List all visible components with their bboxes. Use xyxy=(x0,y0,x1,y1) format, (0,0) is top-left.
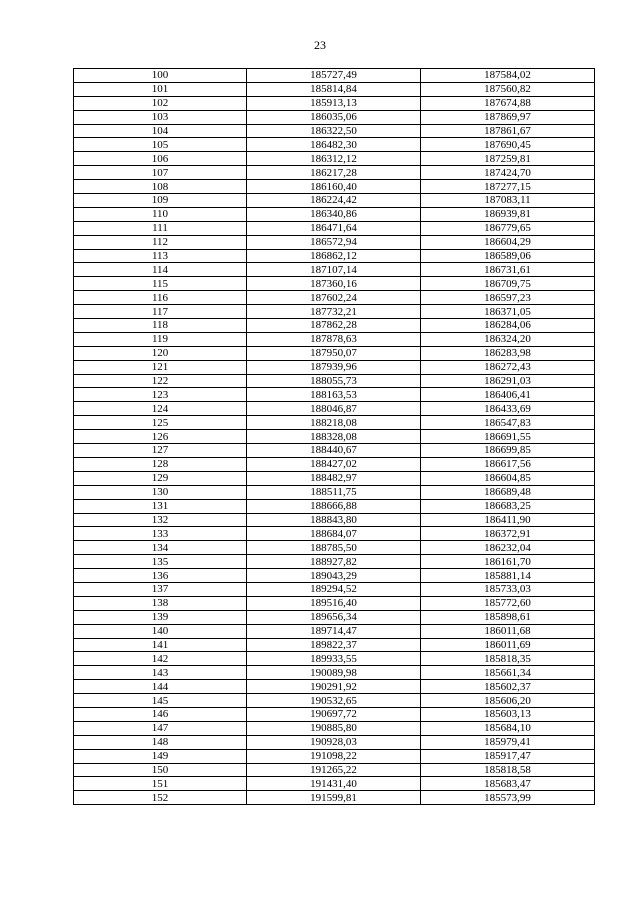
point-number-cell: 129 xyxy=(74,471,247,485)
table-row xyxy=(74,152,595,166)
table-row xyxy=(74,444,595,458)
x-coordinate-cell: 188163,53 xyxy=(247,388,421,402)
point-number-cell: 106 xyxy=(74,152,247,166)
x-coordinate-cell: 188684,07 xyxy=(247,527,421,541)
point-number-cell: 105 xyxy=(74,138,247,152)
y-coordinate-cell: 187861,67 xyxy=(421,124,595,138)
point-number-cell: 111 xyxy=(74,221,247,235)
y-coordinate-cell: 187674,88 xyxy=(421,96,595,110)
x-coordinate-cell: 191098,22 xyxy=(247,749,421,763)
x-coordinate-cell: 189294,52 xyxy=(247,582,421,596)
y-coordinate-cell: 186433,69 xyxy=(421,402,595,416)
y-coordinate-cell: 185602,37 xyxy=(421,680,595,694)
y-coordinate-cell: 187277,15 xyxy=(421,180,595,194)
table-row xyxy=(74,555,595,569)
x-coordinate-cell: 190291,92 xyxy=(247,680,421,694)
table-row xyxy=(74,194,595,208)
x-coordinate-cell: 190532,65 xyxy=(247,694,421,708)
table-row xyxy=(74,610,595,624)
x-coordinate-cell: 186160,40 xyxy=(247,180,421,194)
point-number-cell: 131 xyxy=(74,499,247,513)
y-coordinate-cell: 186284,06 xyxy=(421,319,595,333)
table-row xyxy=(74,457,595,471)
x-coordinate-cell: 189714,47 xyxy=(247,624,421,638)
point-number-cell: 116 xyxy=(74,291,247,305)
table-row xyxy=(74,82,595,96)
point-number-cell: 128 xyxy=(74,457,247,471)
y-coordinate-cell: 186604,29 xyxy=(421,235,595,249)
x-coordinate-cell: 188328,08 xyxy=(247,430,421,444)
y-coordinate-cell: 185917,47 xyxy=(421,749,595,763)
y-coordinate-cell: 186689,48 xyxy=(421,485,595,499)
point-number-cell: 117 xyxy=(74,305,247,319)
point-number-cell: 146 xyxy=(74,707,247,721)
y-coordinate-cell: 185733,03 xyxy=(421,582,595,596)
point-number-cell: 141 xyxy=(74,638,247,652)
x-coordinate-cell: 187939,96 xyxy=(247,360,421,374)
x-coordinate-cell: 186322,50 xyxy=(247,124,421,138)
y-coordinate-cell: 185573,99 xyxy=(421,791,595,805)
x-coordinate-cell: 186217,28 xyxy=(247,166,421,180)
table-row xyxy=(74,263,595,277)
point-number-cell: 126 xyxy=(74,430,247,444)
table-row xyxy=(74,721,595,735)
y-coordinate-cell: 186589,06 xyxy=(421,249,595,263)
table-row xyxy=(74,221,595,235)
table-row xyxy=(74,513,595,527)
point-number-cell: 124 xyxy=(74,402,247,416)
y-coordinate-cell: 185898,61 xyxy=(421,610,595,624)
point-number-cell: 147 xyxy=(74,721,247,735)
table-row xyxy=(74,694,595,708)
x-coordinate-cell: 190928,03 xyxy=(247,735,421,749)
point-number-cell: 144 xyxy=(74,680,247,694)
y-coordinate-cell: 186604,85 xyxy=(421,471,595,485)
table-row xyxy=(74,471,595,485)
table-row xyxy=(74,277,595,291)
x-coordinate-cell: 186340,86 xyxy=(247,207,421,221)
table-row xyxy=(74,374,595,388)
y-coordinate-cell: 185818,58 xyxy=(421,763,595,777)
point-number-cell: 149 xyxy=(74,749,247,763)
table-row xyxy=(74,596,595,610)
x-coordinate-cell: 188785,50 xyxy=(247,541,421,555)
x-coordinate-cell: 188511,75 xyxy=(247,485,421,499)
point-number-cell: 100 xyxy=(74,69,247,83)
page-number: 23 xyxy=(314,38,326,52)
x-coordinate-cell: 186572,94 xyxy=(247,235,421,249)
point-number-cell: 122 xyxy=(74,374,247,388)
y-coordinate-cell: 187424,70 xyxy=(421,166,595,180)
point-number-cell: 107 xyxy=(74,166,247,180)
table-row xyxy=(74,791,595,805)
point-number-cell: 114 xyxy=(74,263,247,277)
point-number-cell: 151 xyxy=(74,777,247,791)
y-coordinate-cell: 187560,82 xyxy=(421,82,595,96)
x-coordinate-cell: 189933,55 xyxy=(247,652,421,666)
y-coordinate-cell: 187259,81 xyxy=(421,152,595,166)
y-coordinate-cell: 185606,20 xyxy=(421,694,595,708)
y-coordinate-cell: 187690,45 xyxy=(421,138,595,152)
y-coordinate-cell: 185683,47 xyxy=(421,777,595,791)
table-row xyxy=(74,582,595,596)
table-row xyxy=(74,569,595,583)
x-coordinate-cell: 186862,12 xyxy=(247,249,421,263)
point-number-cell: 115 xyxy=(74,277,247,291)
point-number-cell: 101 xyxy=(74,82,247,96)
x-coordinate-cell: 186471,64 xyxy=(247,221,421,235)
table-row xyxy=(74,541,595,555)
point-number-cell: 125 xyxy=(74,416,247,430)
x-coordinate-cell: 187950,07 xyxy=(247,346,421,360)
y-coordinate-cell: 186691,55 xyxy=(421,430,595,444)
table-row xyxy=(74,138,595,152)
x-coordinate-cell: 187602,24 xyxy=(247,291,421,305)
x-coordinate-cell: 188218,08 xyxy=(247,416,421,430)
x-coordinate-cell: 187107,14 xyxy=(247,263,421,277)
point-number-cell: 143 xyxy=(74,666,247,680)
point-number-cell: 138 xyxy=(74,596,247,610)
y-coordinate-cell: 186547,83 xyxy=(421,416,595,430)
y-coordinate-cell: 186411,90 xyxy=(421,513,595,527)
point-number-cell: 139 xyxy=(74,610,247,624)
table-row xyxy=(74,527,595,541)
point-number-cell: 112 xyxy=(74,235,247,249)
point-number-cell: 127 xyxy=(74,444,247,458)
table-row xyxy=(74,346,595,360)
table-row xyxy=(74,166,595,180)
x-coordinate-cell: 189516,40 xyxy=(247,596,421,610)
y-coordinate-cell: 185661,34 xyxy=(421,666,595,680)
table-row xyxy=(74,652,595,666)
y-coordinate-cell: 186939,81 xyxy=(421,207,595,221)
table-row xyxy=(74,332,595,346)
x-coordinate-cell: 187732,21 xyxy=(247,305,421,319)
x-coordinate-cell: 189656,34 xyxy=(247,610,421,624)
table-row xyxy=(74,388,595,402)
table-row xyxy=(74,319,595,333)
point-number-cell: 110 xyxy=(74,207,247,221)
table-row xyxy=(74,749,595,763)
table-row xyxy=(74,499,595,513)
table-row xyxy=(74,485,595,499)
x-coordinate-cell: 186035,06 xyxy=(247,110,421,124)
x-coordinate-cell: 187878,63 xyxy=(247,332,421,346)
y-coordinate-cell: 186371,05 xyxy=(421,305,595,319)
y-coordinate-cell: 186011,68 xyxy=(421,624,595,638)
x-coordinate-cell: 191599,81 xyxy=(247,791,421,805)
point-number-cell: 152 xyxy=(74,791,247,805)
point-number-cell: 142 xyxy=(74,652,247,666)
point-number-cell: 130 xyxy=(74,485,247,499)
table-row xyxy=(74,680,595,694)
point-number-cell: 135 xyxy=(74,555,247,569)
point-number-cell: 140 xyxy=(74,624,247,638)
table-row xyxy=(74,360,595,374)
x-coordinate-cell: 190089,98 xyxy=(247,666,421,680)
x-coordinate-cell: 188046,87 xyxy=(247,402,421,416)
table-row xyxy=(74,124,595,138)
table-row xyxy=(74,416,595,430)
x-coordinate-cell: 188843,80 xyxy=(247,513,421,527)
table-row xyxy=(74,69,595,83)
table-row xyxy=(74,305,595,319)
x-coordinate-cell: 185814,84 xyxy=(247,82,421,96)
point-number-cell: 137 xyxy=(74,582,247,596)
y-coordinate-cell: 186731,61 xyxy=(421,263,595,277)
table-row xyxy=(74,235,595,249)
x-coordinate-cell: 188055,73 xyxy=(247,374,421,388)
y-coordinate-cell: 187083,11 xyxy=(421,194,595,208)
y-coordinate-cell: 186011,69 xyxy=(421,638,595,652)
point-number-cell: 133 xyxy=(74,527,247,541)
y-coordinate-cell: 186232,04 xyxy=(421,541,595,555)
x-coordinate-cell: 186482,30 xyxy=(247,138,421,152)
x-coordinate-cell: 188927,82 xyxy=(247,555,421,569)
point-number-cell: 134 xyxy=(74,541,247,555)
coordinates-table xyxy=(73,68,595,805)
x-coordinate-cell: 188482,97 xyxy=(247,471,421,485)
table-row xyxy=(74,180,595,194)
x-coordinate-cell: 191431,40 xyxy=(247,777,421,791)
x-coordinate-cell: 188666,88 xyxy=(247,499,421,513)
table-row xyxy=(74,430,595,444)
point-number-cell: 118 xyxy=(74,319,247,333)
point-number-cell: 123 xyxy=(74,388,247,402)
table-row xyxy=(74,291,595,305)
y-coordinate-cell: 186406,41 xyxy=(421,388,595,402)
x-coordinate-cell: 189043,29 xyxy=(247,569,421,583)
table-row xyxy=(74,249,595,263)
table-row xyxy=(74,402,595,416)
y-coordinate-cell: 185818,35 xyxy=(421,652,595,666)
y-coordinate-cell: 186617,56 xyxy=(421,457,595,471)
table-row xyxy=(74,707,595,721)
point-number-cell: 136 xyxy=(74,569,247,583)
point-number-cell: 119 xyxy=(74,332,247,346)
x-coordinate-cell: 186224,42 xyxy=(247,194,421,208)
x-coordinate-cell: 189822,37 xyxy=(247,638,421,652)
table-row xyxy=(74,666,595,680)
y-coordinate-cell: 185881,14 xyxy=(421,569,595,583)
point-number-cell: 102 xyxy=(74,96,247,110)
x-coordinate-cell: 188427,02 xyxy=(247,457,421,471)
point-number-cell: 103 xyxy=(74,110,247,124)
table-row xyxy=(74,777,595,791)
x-coordinate-cell: 191265,22 xyxy=(247,763,421,777)
table-row xyxy=(74,763,595,777)
point-number-cell: 150 xyxy=(74,763,247,777)
y-coordinate-cell: 186779,65 xyxy=(421,221,595,235)
x-coordinate-cell: 187862,28 xyxy=(247,319,421,333)
y-coordinate-cell: 185684,10 xyxy=(421,721,595,735)
x-coordinate-cell: 190885,80 xyxy=(247,721,421,735)
y-coordinate-cell: 186324,20 xyxy=(421,332,595,346)
point-number-cell: 108 xyxy=(74,180,247,194)
point-number-cell: 104 xyxy=(74,124,247,138)
y-coordinate-cell: 185772,60 xyxy=(421,596,595,610)
y-coordinate-cell: 185603,13 xyxy=(421,707,595,721)
x-coordinate-cell: 188440,67 xyxy=(247,444,421,458)
table-row xyxy=(74,110,595,124)
y-coordinate-cell: 187869,97 xyxy=(421,110,595,124)
y-coordinate-cell: 186597,23 xyxy=(421,291,595,305)
y-coordinate-cell: 186272,43 xyxy=(421,360,595,374)
y-coordinate-cell: 186372,91 xyxy=(421,527,595,541)
table-row xyxy=(74,207,595,221)
y-coordinate-cell: 186291,03 xyxy=(421,374,595,388)
point-number-cell: 109 xyxy=(74,194,247,208)
x-coordinate-cell: 185727,49 xyxy=(247,69,421,83)
point-number-cell: 120 xyxy=(74,346,247,360)
point-number-cell: 148 xyxy=(74,735,247,749)
x-coordinate-cell: 185913,13 xyxy=(247,96,421,110)
point-number-cell: 145 xyxy=(74,694,247,708)
y-coordinate-cell: 186283,98 xyxy=(421,346,595,360)
table-row xyxy=(74,735,595,749)
x-coordinate-cell: 186312,12 xyxy=(247,152,421,166)
point-number-cell: 113 xyxy=(74,249,247,263)
point-number-cell: 132 xyxy=(74,513,247,527)
table-row xyxy=(74,96,595,110)
x-coordinate-cell: 187360,16 xyxy=(247,277,421,291)
point-number-cell: 121 xyxy=(74,360,247,374)
y-coordinate-cell: 186683,25 xyxy=(421,499,595,513)
x-coordinate-cell: 190697,72 xyxy=(247,707,421,721)
y-coordinate-cell: 186161,70 xyxy=(421,555,595,569)
coordinates-table-body xyxy=(74,69,595,805)
table-row xyxy=(74,624,595,638)
y-coordinate-cell: 186699,85 xyxy=(421,444,595,458)
y-coordinate-cell: 185979,41 xyxy=(421,735,595,749)
y-coordinate-cell: 187584,02 xyxy=(421,69,595,83)
y-coordinate-cell: 186709,75 xyxy=(421,277,595,291)
table-row xyxy=(74,638,595,652)
